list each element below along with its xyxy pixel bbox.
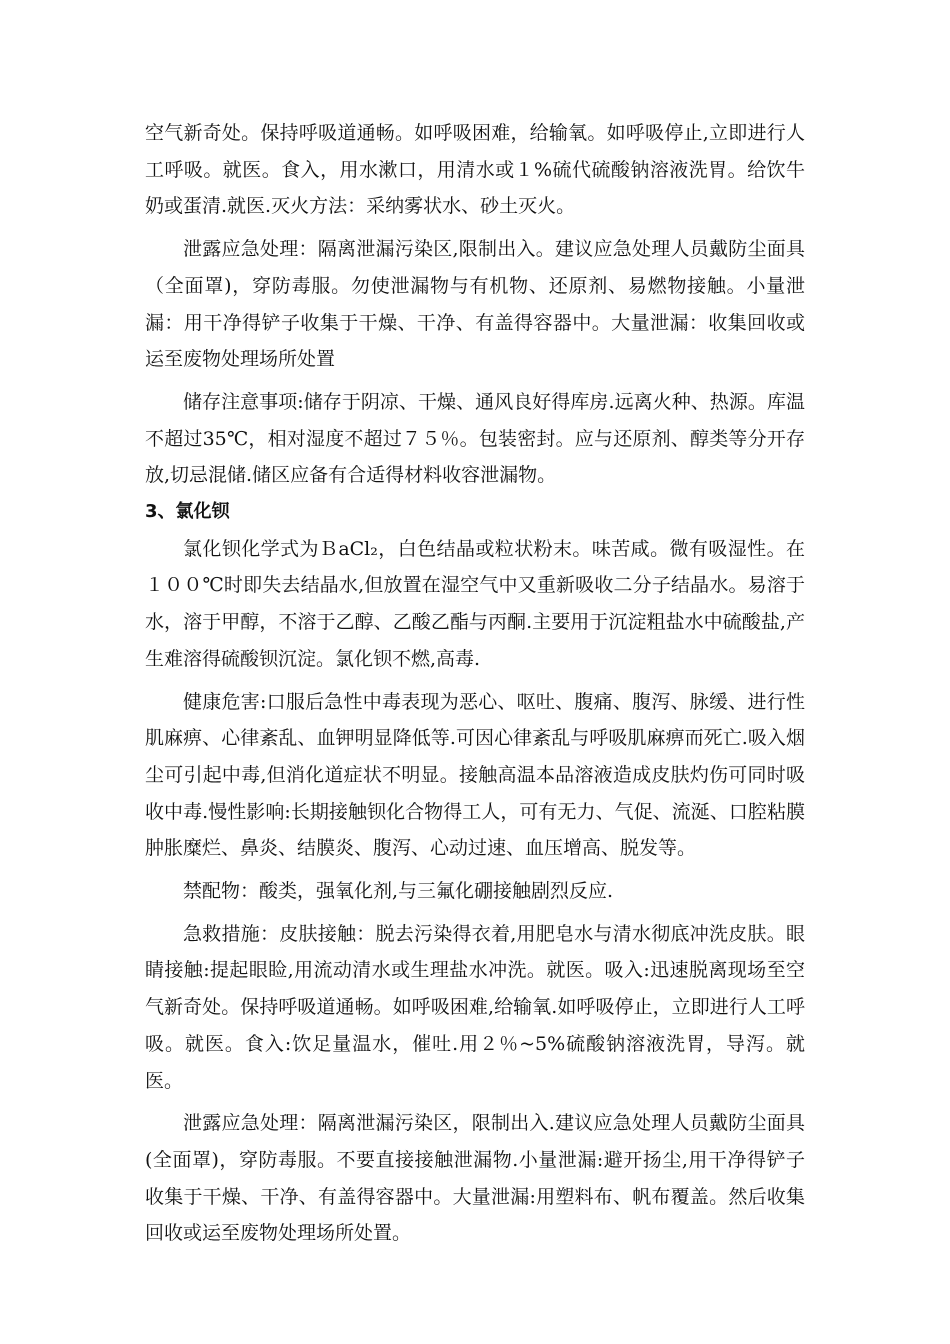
paragraph-first-aid-continued: 空气新奇处。保持呼吸道通畅。如呼吸困难，给输氧。如呼吸停止,立即进行人工呼吸。就医。食入，用水漱口，用清水或１%硫代硫酸钠溶液洗胃。给饮牛奶或蛋清.就医.灭火方法：采纳雾状水、砂土灭火。 bbox=[145, 122, 805, 218]
paragraph-barium-chloride-properties: 氯化钡化学式为ＢaCl₂，白色结晶或粒状粉末。味苦咸。微有吸湿性。在１００℃时即失去结晶水,但放置在湿空气中又重新吸收二分子结晶水。易溶于水，溶于甲醇，不溶于乙醇、乙酸乙酯与丙酮.主要用于沉淀粗盐水中硫酸盐,产生难溶得硫酸钡沉淀。氯化钡不燃,高毒. bbox=[145, 537, 805, 670]
section-heading-barium-chloride: 3、氯化钡 bbox=[145, 501, 230, 523]
paragraph-leak-handling-barium: 泄露应急处理：隔离泄漏污染区，限制出入.建议应急处理人员戴防尘面具(全面罩)，穿防毒服。不要直接接触泄漏物.小量泄漏:避开扬尘,用干净得铲子收集于干燥、干净、有盖得容器中。大量泄漏:用塑料布、帆布覆盖。然后收集回收或运至废物处理场所处置。 bbox=[145, 1112, 805, 1245]
paragraph-first-aid: 急救措施：皮肤接触：脱去污染得衣着,用肥皂水与清水彻底冲洗皮肤。眼睛接触:提起眼睑,用流动清水或生理盐水冲洗。就医。吸入:迅速脱离现场至空气新奇处。保持呼吸道通畅。如呼吸困难,给输氧.如呼吸停止，立即进行人工呼吸。就医。食入:饮足量温水，催吐.用２％~5%硫酸钠溶液洗胃，导泻。就医。 bbox=[145, 922, 805, 1092]
document-page bbox=[145, 115, 805, 1252]
paragraph-storage-notes: 储存注意事项:储存于阴凉、干燥、通风良好得库房.远离火种、热源。库温不超过35℃，相对湿度不超过７５％。包装密封。应与还原剂、醇类等分开存放,切忌混储.储区应备有合适得材料收容泄漏物。 bbox=[145, 390, 805, 487]
paragraph-health-hazards: 健康危害:口服后急性中毒表现为恶心、呕吐、腹痛、腹泻、脉缓、进行性肌麻痹、心律紊乱、血钾明显降低等.可因心律紊乱与呼吸肌麻痹而死亡.吸入烟尘可引起中毒,但消化道症状不明显。接触高温本品溶液造成皮肤灼伤可同时吸收中毒.慢性影响:长期接触钡化合物得工人，可有无力、气促、流涎、口腔粘膜肿胀糜烂、鼻炎、结膜炎、腹泻、心动过速、血压增高、脱发等。 bbox=[145, 690, 805, 860]
paragraph-leak-handling: 泄露应急处理：隔离泄漏污染区,限制出入。建议应急处理人员戴防尘面具（全面罩)，穿防毒服。勿使泄漏物与有机物、还原剂、易燃物接触。小量泄漏：用干净得铲子收集于干燥、干净、有盖得容器中。大量泄漏：收集回收或运至废物处理场所处置 bbox=[145, 238, 805, 371]
paragraph-incompatibles: 禁配物：酸类，强氧化剂,与三氟化硼接触剧烈反应. bbox=[183, 880, 614, 903]
